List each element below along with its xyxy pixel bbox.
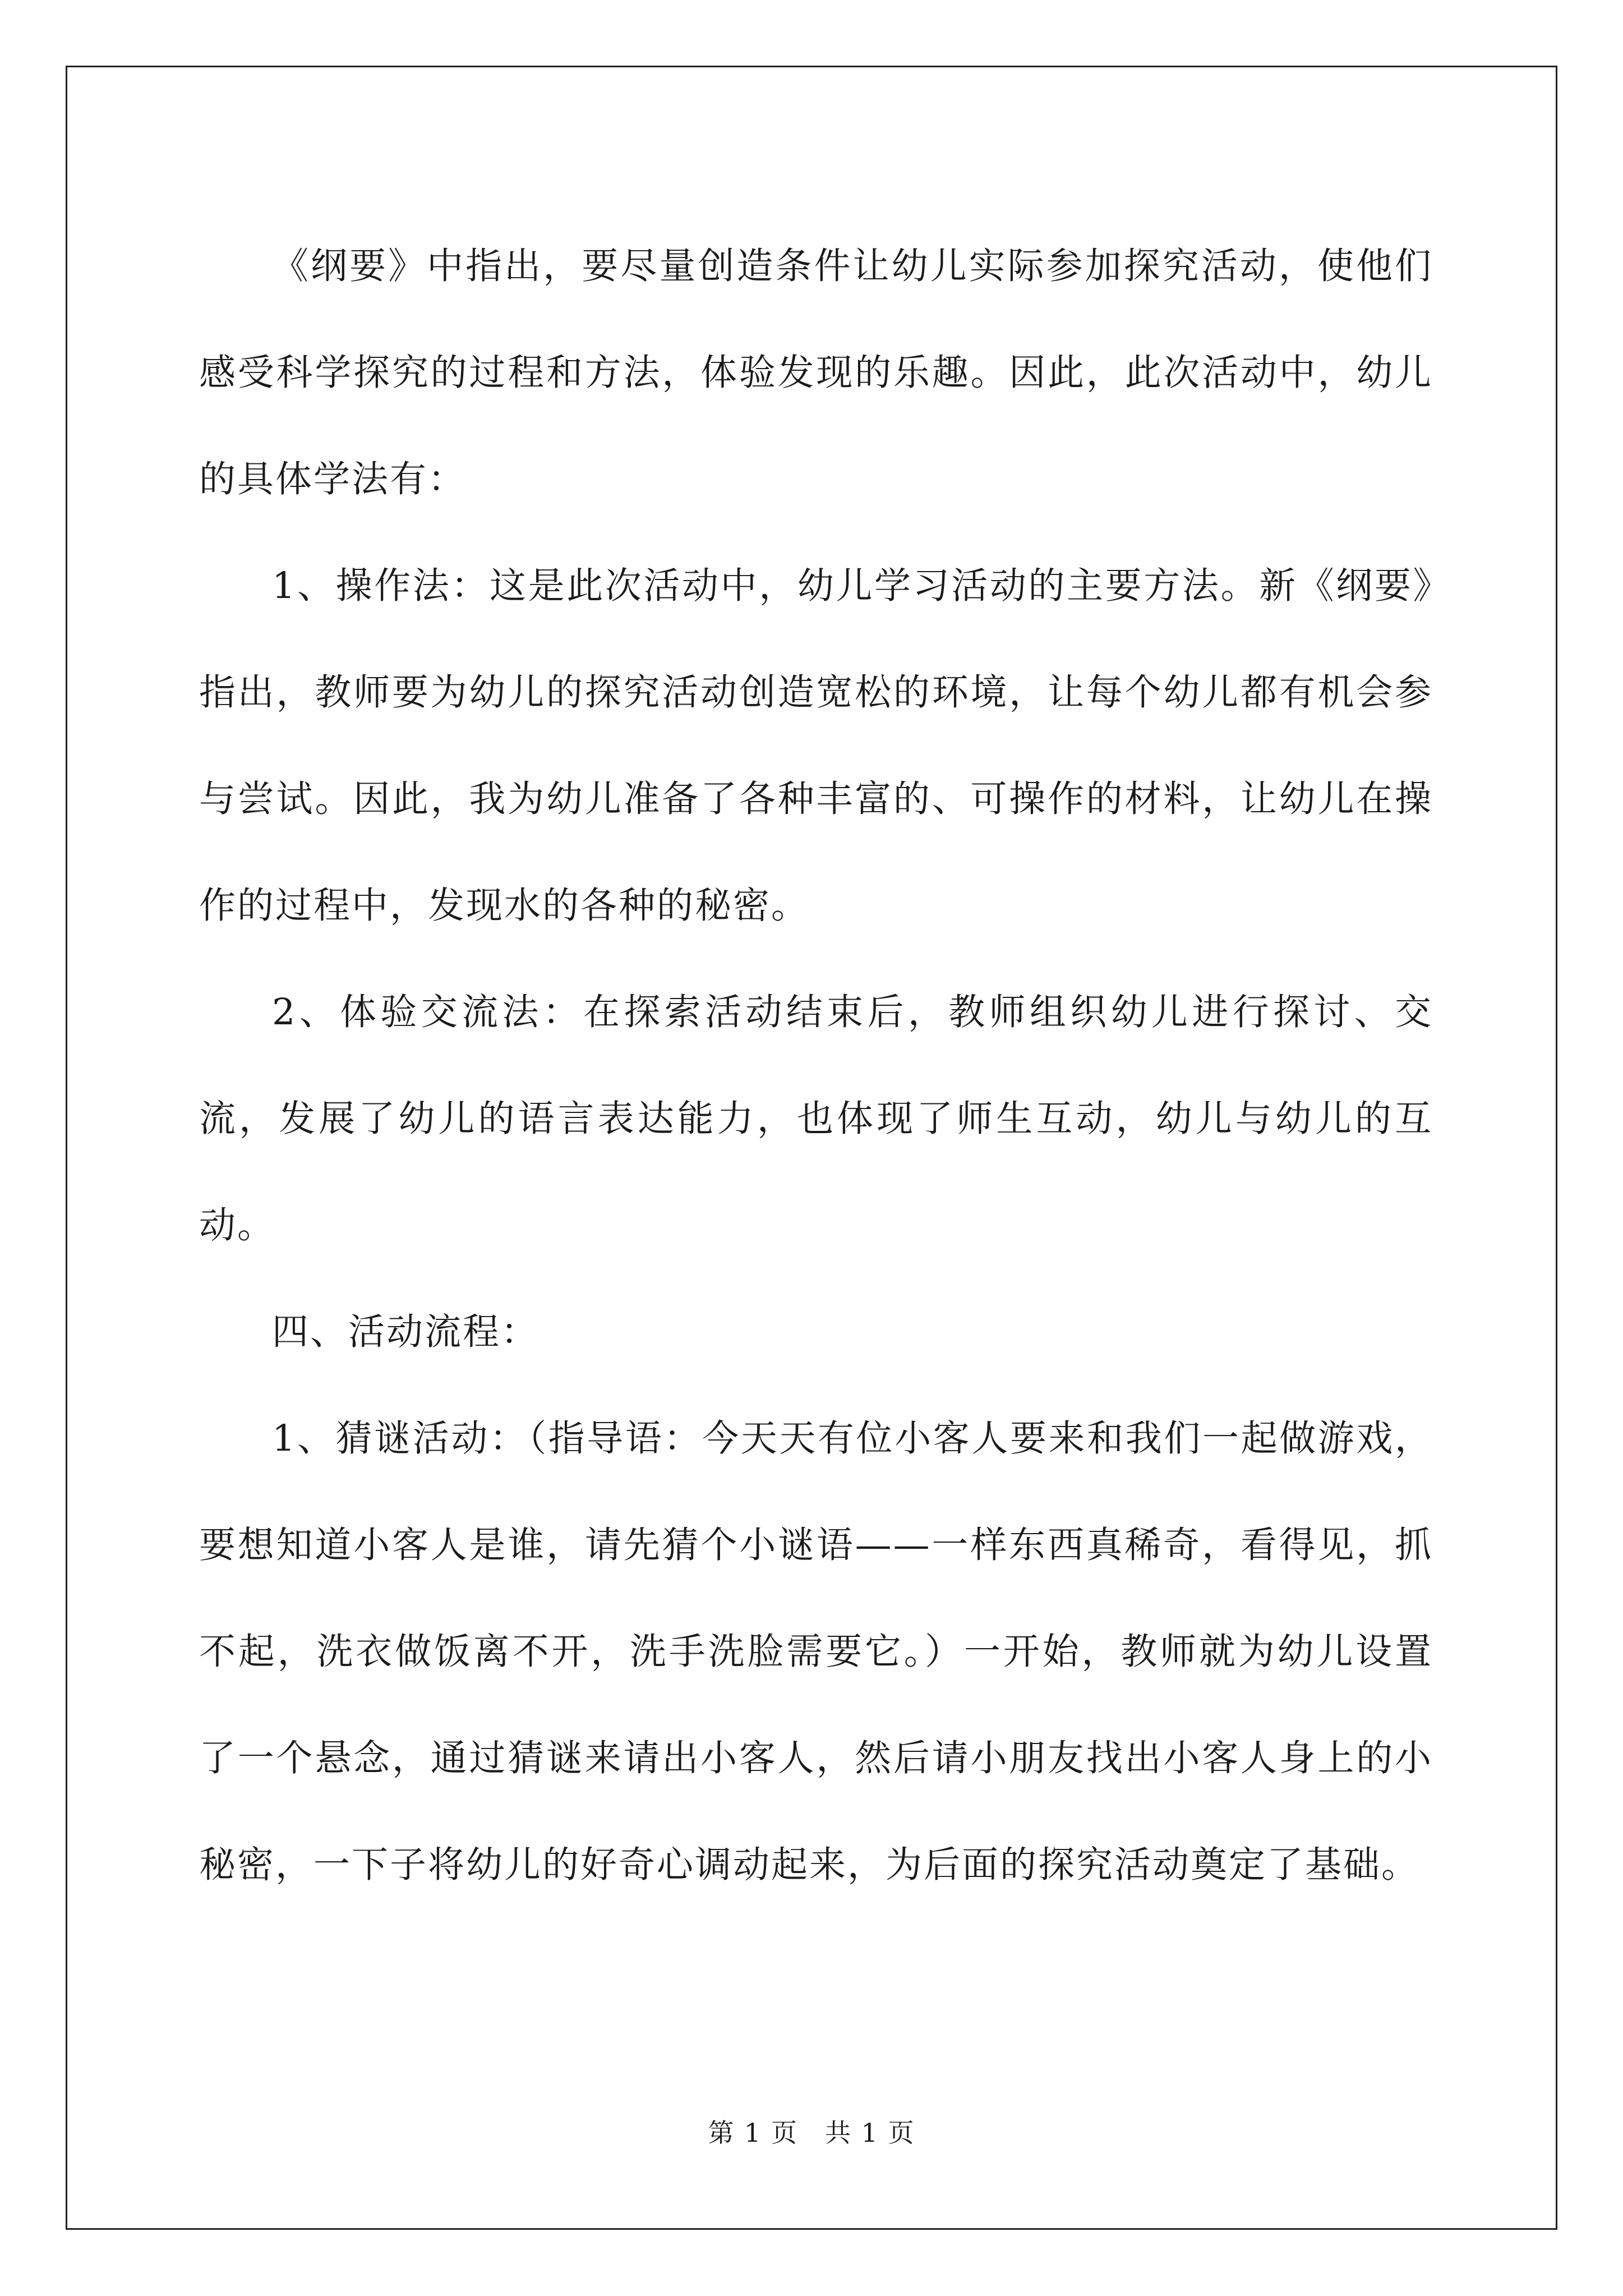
paragraph-operation-method: 1、操作法：这是此次活动中，幼儿学习活动的主要方法。新《纲要》指出，教师要为幼儿的探究活动创造宽松的环境，让每个幼儿都有机会参与尝试。因此，我为幼儿准备了各种丰富的、可操作的材料，让幼儿在操作的过程中，发现水的各种的秘密。 — [199, 565, 1433, 927]
paragraph-exchange-method: 2、体验交流法：在探索活动结束后，教师组织幼儿进行探讨、交流，发展了幼儿的语言表达能力，也体现了师生互动，幼儿与幼儿的互动。 — [199, 991, 1433, 1246]
paragraph-riddle-activity: 1、猜谜活动：（指导语：今天天有位小客人要来和我们一起做游戏，要想知道小客人是谁，请先猜个小谜语——一样东西真稀奇，看得见，抓不起，洗衣做饭离不开，洗手洗脸需要它。）一开始，教师就为幼儿设置了一个悬念，通过猜谜来请出小客人，然后请小朋友找出小客人身上的小秘密，一下子将幼儿的好奇心调动起来，为后面的探究活动奠定了基础。 — [199, 1418, 1433, 1886]
document-body — [199, 213, 1433, 1918]
section-heading-activity-flow: 四、活动流程： — [272, 1311, 540, 1353]
page-number-footer: 第 1 页 共 1 页 — [708, 2118, 915, 2148]
paragraph-intro: 《纲要》中指出，要尽量创造条件让幼儿实际参加探究活动，使他们感受科学探究的过程和方法，体验发现的乐趣。因此，此次活动中，幼儿的具体学法有： — [199, 245, 1433, 500]
